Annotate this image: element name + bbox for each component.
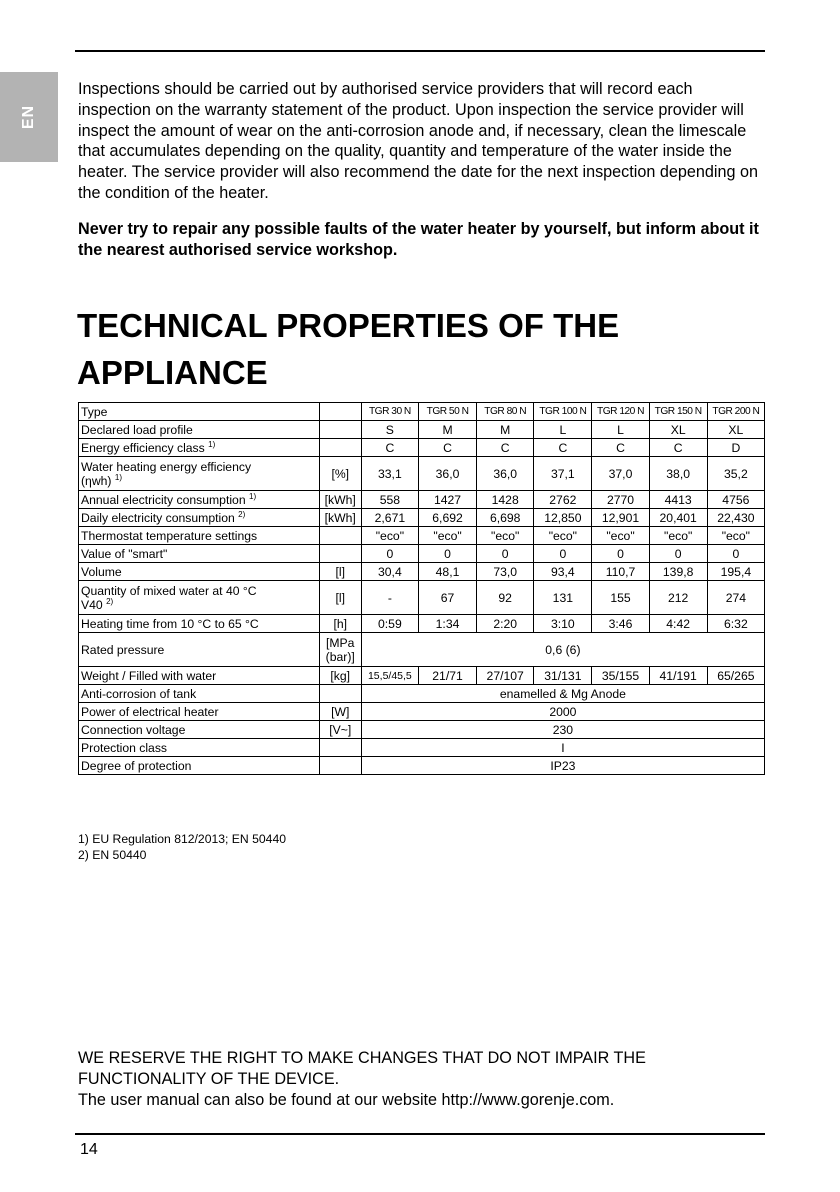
- table-row: [79, 757, 765, 775]
- row-label: [79, 739, 320, 757]
- row-label: [79, 615, 320, 633]
- inspection-paragraph: Inspections should be carried out by authorised service providers that will record each inspection on the warranty statement of the product. Upon inspection the service provider will inspect the amount of wear on the anti-corrosion anode and, if necessary, clean the limescale that accumulates depending on the quality, quantity and temperature of the water inside the heater. The service provider will also recommend the date for the next inspection depending on the condition of the heater.: [78, 80, 758, 202]
- row-unit: [319, 439, 361, 457]
- repair-warning: Never try to repair any possible faults of the water heater by yourself, but inform about it the nearest authorised service workshop.: [78, 220, 759, 259]
- row-label-text: Heating time from 10 °C to 65 °C: [81, 616, 259, 631]
- row-unit: [319, 403, 361, 421]
- table-row: [79, 527, 765, 545]
- row-value-shared: 2000: [361, 703, 764, 721]
- row-label-symbol: (ηwh): [81, 473, 112, 488]
- row-label: [79, 563, 320, 581]
- model-header-cell: TGR 80 N: [477, 403, 534, 421]
- row-label-text: Power of electrical heater: [81, 704, 219, 719]
- row-value: 21/71: [418, 667, 476, 685]
- row-value: 131: [534, 581, 592, 615]
- language-tab-label: EN: [19, 104, 37, 130]
- page-number: 14: [80, 1141, 98, 1158]
- row-value: "eco": [477, 527, 534, 545]
- reserve-notice-text: WE RESERVE THE RIGHT TO MAKE CHANGES THAT DO NOT IMPAIR THE FUNCTIONALITY OF THE DEVICE.: [78, 1049, 646, 1088]
- model-header-cell: TGR 150 N: [649, 403, 707, 421]
- row-label-text: Energy efficiency class: [81, 440, 205, 455]
- row-label: [79, 757, 320, 775]
- row-value: C: [361, 439, 418, 457]
- row-unit: [319, 703, 361, 721]
- table-body: [79, 403, 765, 775]
- row-value: 6,692: [418, 509, 476, 527]
- row-label: [79, 527, 320, 545]
- row-value: 15,5/45,5: [361, 667, 418, 685]
- row-value-shared: 0,6 (6): [361, 633, 764, 667]
- row-value: 3:10: [534, 615, 592, 633]
- row-value: 20,401: [649, 509, 707, 527]
- row-value: 0: [477, 545, 534, 563]
- row-label-text: Declared load profile: [81, 422, 193, 437]
- row-value: 1427: [418, 491, 476, 509]
- row-value: 4:42: [649, 615, 707, 633]
- model-header-cell: TGR 30 N: [361, 403, 418, 421]
- row-value: 12,850: [534, 509, 592, 527]
- row-unit: [319, 757, 361, 775]
- row-label-text: Weight / Filled with water: [81, 668, 217, 683]
- row-label: [79, 491, 320, 509]
- row-value: 2,671: [361, 509, 418, 527]
- row-label-text: Annual electricity consumption: [81, 492, 246, 507]
- row-value: 38,0: [649, 457, 707, 491]
- row-value: 110,7: [592, 563, 649, 581]
- row-label: [79, 403, 320, 421]
- footnote-ref: 1): [208, 439, 216, 449]
- row-value: 36,0: [418, 457, 476, 491]
- table-row: [79, 439, 765, 457]
- row-value: "eco": [418, 527, 476, 545]
- table-row: [79, 721, 765, 739]
- row-value: 12,901: [592, 509, 649, 527]
- row-label: [79, 509, 320, 527]
- row-value: 0: [707, 545, 764, 563]
- footnote-2: 2) EN 50440: [78, 847, 147, 862]
- table-row: [79, 739, 765, 757]
- row-value: M: [418, 421, 476, 439]
- row-unit-text-2: (bar)]: [325, 649, 355, 664]
- row-label: [79, 667, 320, 685]
- row-value: 67: [418, 581, 476, 615]
- table-row: [79, 509, 765, 527]
- row-value: 0: [649, 545, 707, 563]
- row-value-shared: enamelled & Mg Anode: [361, 685, 764, 703]
- row-unit: [319, 421, 361, 439]
- row-value: 27/107: [477, 667, 534, 685]
- row-value: 37,1: [534, 457, 592, 491]
- row-value: 212: [649, 581, 707, 615]
- header-rule: [75, 50, 765, 52]
- row-label: [79, 545, 320, 563]
- row-value: 4413: [649, 491, 707, 509]
- row-value: "eco": [534, 527, 592, 545]
- language-tab: [0, 72, 58, 162]
- row-label: [79, 457, 320, 491]
- row-unit: [319, 545, 361, 563]
- model-header-cell: TGR 50 N: [418, 403, 476, 421]
- row-value: XL: [707, 421, 764, 439]
- table-row: [79, 703, 765, 721]
- reserve-notice: [78, 1048, 768, 1111]
- table-row: [79, 491, 765, 509]
- row-value: XL: [649, 421, 707, 439]
- row-unit-text: [h]: [333, 616, 348, 631]
- model-header-cell: TGR 100 N: [534, 403, 592, 421]
- footnote-ref: 2): [106, 596, 114, 606]
- row-value: 92: [477, 581, 534, 615]
- row-unit-text: [kWh]: [324, 510, 356, 525]
- footer-rule: [75, 1133, 765, 1135]
- technical-properties-table: [78, 402, 765, 775]
- row-value: C: [418, 439, 476, 457]
- footnote-ref: 2): [238, 509, 246, 519]
- table-row: [79, 581, 765, 615]
- row-value: S: [361, 421, 418, 439]
- model-header-cell: TGR 200 N: [707, 403, 764, 421]
- table-row: [79, 615, 765, 633]
- row-label: [79, 439, 320, 457]
- row-value: 31/131: [534, 667, 592, 685]
- row-unit-text: [l]: [335, 590, 345, 605]
- table-row: [79, 457, 765, 491]
- section-title: TECHNICAL PROPERTIES OF THE APPLIANCE: [77, 307, 620, 391]
- row-label: [79, 703, 320, 721]
- row-unit: [319, 633, 361, 667]
- row-label-text: Value of "smart": [81, 546, 168, 561]
- row-value: "eco": [361, 527, 418, 545]
- row-value: 93,4: [534, 563, 592, 581]
- row-value: 139,8: [649, 563, 707, 581]
- row-unit: [319, 563, 361, 581]
- row-unit: [319, 739, 361, 757]
- row-value: 22,430: [707, 509, 764, 527]
- row-label: [79, 685, 320, 703]
- row-label: [79, 633, 320, 667]
- row-value: M: [477, 421, 534, 439]
- row-label-text: Rated pressure: [81, 642, 165, 657]
- row-value: C: [534, 439, 592, 457]
- row-label: [79, 581, 320, 615]
- row-value: 558: [361, 491, 418, 509]
- row-value: 33,1: [361, 457, 418, 491]
- row-value: 65/265: [707, 667, 764, 685]
- row-unit-text: [V~]: [329, 722, 352, 737]
- row-value: 3:46: [592, 615, 649, 633]
- row-value: 0: [592, 545, 649, 563]
- row-unit-text: [%]: [331, 466, 350, 481]
- row-value: 0:59: [361, 615, 418, 633]
- row-unit-text: [kWh]: [324, 492, 356, 507]
- row-value: L: [534, 421, 592, 439]
- footnotes: [78, 832, 286, 863]
- row-unit: [319, 527, 361, 545]
- row-value: "eco": [592, 527, 649, 545]
- row-label-text: Thermostat temperature settings: [81, 528, 258, 543]
- row-label-text: Connection voltage: [81, 722, 186, 737]
- footnote-ref: 1): [114, 472, 122, 482]
- row-value: 37,0: [592, 457, 649, 491]
- row-value: 35,2: [707, 457, 764, 491]
- row-value: 73,0: [477, 563, 534, 581]
- row-value: C: [649, 439, 707, 457]
- row-value: C: [592, 439, 649, 457]
- footnote-1: 1) EU Regulation 812/2013; EN 50440: [78, 832, 287, 846]
- table-row: [79, 685, 765, 703]
- row-value: 0: [534, 545, 592, 563]
- row-unit-text: [l]: [335, 564, 345, 579]
- row-value: 41/191: [649, 667, 707, 685]
- row-unit-text: [W]: [331, 704, 350, 719]
- row-label-text: Volume: [81, 564, 122, 579]
- table-row: [79, 403, 765, 421]
- row-value: 6,698: [477, 509, 534, 527]
- row-label-text: Type: [81, 404, 108, 419]
- table-row: [79, 667, 765, 685]
- row-label-text: Quantity of mixed water at 40 °C: [81, 583, 257, 598]
- website-notice: The user manual can also be found at our website http://www.gorenje.com.: [78, 1091, 615, 1109]
- row-value: 155: [592, 581, 649, 615]
- row-value: 30,4: [361, 563, 418, 581]
- row-value: 1:34: [418, 615, 476, 633]
- row-value: 1428: [477, 491, 534, 509]
- row-value: 6:32: [707, 615, 764, 633]
- row-value: 0: [418, 545, 476, 563]
- row-value: 195,4: [707, 563, 764, 581]
- row-unit: [319, 721, 361, 739]
- row-value: 36,0: [477, 457, 534, 491]
- row-value: 2770: [592, 491, 649, 509]
- row-value: 274: [707, 581, 764, 615]
- row-value: 35/155: [592, 667, 649, 685]
- footnote-ref: 1): [249, 491, 257, 501]
- row-label-text: Water heating energy efficiency: [81, 459, 252, 474]
- row-value: D: [707, 439, 764, 457]
- row-value: 2762: [534, 491, 592, 509]
- row-unit-text: [MPa: [326, 635, 355, 650]
- row-unit: [319, 685, 361, 703]
- row-label: [79, 721, 320, 739]
- row-label-text: Degree of protection: [81, 758, 192, 773]
- table-row: [79, 545, 765, 563]
- row-value: 0: [361, 545, 418, 563]
- row-value: "eco": [649, 527, 707, 545]
- row-value: C: [477, 439, 534, 457]
- row-unit: [319, 667, 361, 685]
- row-unit: [319, 509, 361, 527]
- row-label-text: Daily electricity consumption: [81, 510, 235, 525]
- row-value: 4756: [707, 491, 764, 509]
- row-unit: [319, 581, 361, 615]
- row-value-shared: I: [361, 739, 764, 757]
- row-unit: [319, 615, 361, 633]
- table-row: [79, 563, 765, 581]
- row-unit: [319, 457, 361, 491]
- row-value: 48,1: [418, 563, 476, 581]
- row-label-symbol: V40: [81, 597, 103, 612]
- row-value-shared: 230: [361, 721, 764, 739]
- row-unit: [319, 491, 361, 509]
- row-value: 2:20: [477, 615, 534, 633]
- row-value: "eco": [707, 527, 764, 545]
- row-unit-text: [kg]: [330, 668, 351, 683]
- row-value: L: [592, 421, 649, 439]
- row-value: -: [361, 581, 418, 615]
- row-value-shared: IP23: [361, 757, 764, 775]
- row-label-text: Anti-corrosion of tank: [81, 686, 197, 701]
- row-label: [79, 421, 320, 439]
- row-label-text: Protection class: [81, 740, 168, 755]
- table-row: [79, 421, 765, 439]
- table-row: [79, 633, 765, 667]
- model-header-cell: TGR 120 N: [592, 403, 649, 421]
